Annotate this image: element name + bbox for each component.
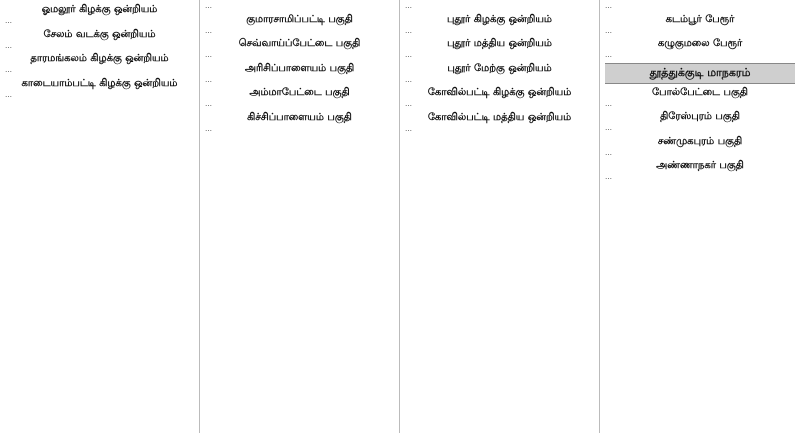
- section: [405, 2, 594, 11]
- section-heading: அம்மாபேட்டை பகுதி: [249, 87, 350, 98]
- section: [205, 14, 394, 36]
- section-body: …: [605, 148, 612, 157]
- section-body: …: [205, 51, 212, 59]
- section: [405, 112, 594, 134]
- section-body: …: [205, 26, 212, 35]
- section: [605, 14, 795, 36]
- section-body: …: [205, 124, 212, 133]
- section: [5, 78, 194, 100]
- news-column-1: [0, 0, 200, 433]
- section-body: …: [605, 99, 612, 108]
- section-heading: கோவில்பட்டி கிழக்கு ஒன்றியம்: [427, 87, 572, 98]
- news-column-3: [400, 0, 600, 433]
- section: [5, 29, 194, 51]
- section: [5, 53, 194, 75]
- section: [605, 111, 795, 133]
- section-body: …: [605, 2, 612, 10]
- section-body: …: [205, 75, 212, 84]
- district-title: தூத்துக்குடி மாநகரம்: [605, 63, 795, 84]
- section-body: …: [605, 124, 612, 132]
- section-heading: கிச்சிப்பாளையம் பகுதி: [247, 111, 352, 123]
- section-body: …: [405, 75, 412, 84]
- section: [405, 63, 594, 85]
- section-heading: புதூர் கிழக்கு ஒன்றியம்: [447, 13, 552, 25]
- news-column-2: [200, 0, 400, 433]
- section-heading: சேலம் வடக்கு ஒன்றியம்: [43, 28, 156, 40]
- district-banner: [605, 63, 795, 84]
- section-heading: கடம்பூர் பேரூர்: [665, 13, 735, 25]
- section-heading: புதூர் மத்திய ஒன்றியம்: [447, 38, 552, 49]
- section-body: …: [405, 51, 412, 59]
- section: [205, 2, 394, 11]
- section: [405, 14, 594, 36]
- section: [5, 4, 194, 26]
- section-body: …: [5, 90, 12, 99]
- section-body: …: [605, 51, 612, 59]
- section: [205, 112, 394, 134]
- section-heading: திரேஸ்புரம் பகுதி: [660, 111, 740, 122]
- section-heading: கோவில்பட்டி மத்திய ஒன்றியம்: [427, 111, 572, 123]
- section-body: …: [405, 124, 412, 133]
- section-body: …: [405, 2, 412, 10]
- section-heading: காடையாம்பட்டி கிழக்கு ஒன்றியம்: [21, 77, 178, 89]
- section: [205, 38, 394, 60]
- section: [205, 63, 394, 85]
- section-heading: குமாரசாமிப்பட்டி பகுதி: [246, 13, 353, 25]
- section-heading: போல்பேட்டை பகுதி: [652, 86, 748, 98]
- section: [405, 87, 594, 109]
- section-heading: தாரமங்கலம் கிழக்கு ஒன்றியம்: [30, 53, 169, 64]
- section: [405, 38, 594, 60]
- section-body: …: [5, 17, 12, 25]
- section-body: …: [605, 26, 612, 35]
- section-body: …: [5, 66, 12, 74]
- section: [605, 38, 795, 60]
- section-body: …: [605, 173, 612, 181]
- section-heading: அரிசிப்பாளையம் பகுதி: [244, 62, 355, 74]
- section: [605, 87, 795, 109]
- section-heading: புதூர் மேற்கு ஒன்றியம்: [447, 62, 552, 74]
- section-heading: அண்ணாநகர் பகுதி: [656, 160, 744, 171]
- section: [605, 2, 795, 11]
- section-body: …: [405, 26, 412, 35]
- section-heading: கழுகுமலை பேரூர்: [657, 38, 743, 49]
- section: [205, 87, 394, 109]
- news-column-4: [600, 0, 800, 433]
- section-body: …: [405, 100, 412, 108]
- section: [605, 136, 795, 158]
- section-heading: செவ்வாய்ப்பேட்டை பகுதி: [238, 38, 361, 49]
- section-heading: சண்முகபுரம் பகுதி: [657, 135, 743, 147]
- section-body: …: [205, 2, 212, 10]
- section: [605, 160, 795, 182]
- section-body: …: [5, 41, 12, 50]
- section-body: …: [205, 100, 212, 108]
- section-heading: ஓமலூர் கிழக்கு ஒன்றியம்: [41, 4, 158, 15]
